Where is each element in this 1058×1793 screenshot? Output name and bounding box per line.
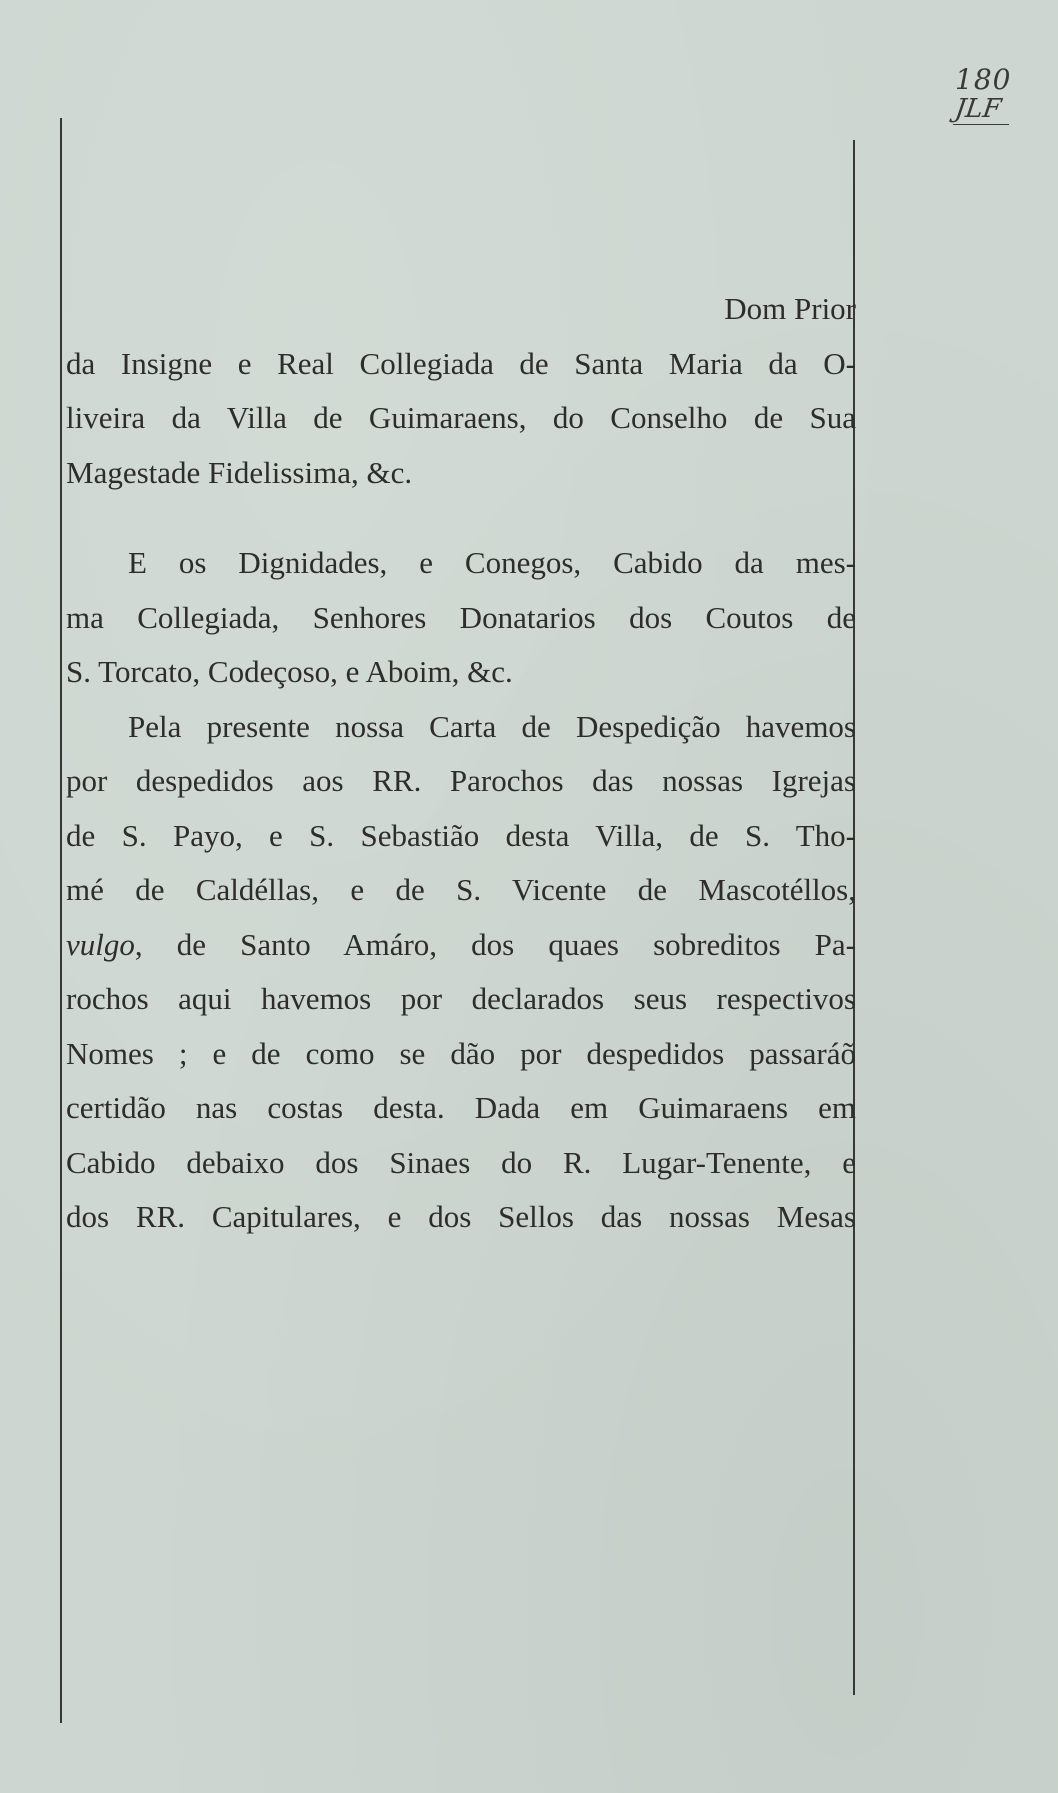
folio-number: 180 [955, 63, 1012, 96]
paragraph-3-line-7: Nomes ; e de como se dão por despedidos passaráõ [66, 1035, 856, 1071]
paragraph-2-line-1: E os Dignidades, e Conegos, Cabido da mes- [128, 545, 856, 580]
folio-initials: JLF [953, 96, 1014, 125]
paragraph-3-line-2: por despedidos aos RR. Parochos das nossas Igrejas [66, 763, 856, 798]
paragraph-3-line-3: de S. Payo, e S. Sebastião desta Villa, de S. Tho- [66, 817, 856, 853]
paragraph-2-line-2: ma Collegiada, Senhores Donatarios dos Coutos de [66, 599, 856, 635]
paragraph-3-line-8: certidão nas costas desta. Dada em Guimaraens em [66, 1090, 856, 1125]
left-margin-rule [60, 118, 62, 1723]
paragraph-gap [66, 500, 856, 536]
paragraph-3-line-10: dos RR. Capitulares, e dos Sellos das nossas Mesas [66, 1199, 856, 1234]
document-body [66, 282, 856, 1245]
folio-annotation [953, 63, 1012, 125]
paragraph-3-line-5 [66, 918, 856, 973]
paragraph-3-line-1: Pela presente nossa Carta de Despedição havemos [128, 708, 856, 744]
paragraph-1-line-1: da Insigne e Real Collegiada de Santa Maria da O- [66, 345, 856, 381]
paragraph-3-line-9: Cabido debaixo dos Sinaes do R. Lugar-Tenente, e [66, 1144, 856, 1180]
paragraph-1-line-2: liveira da Villa de Guimaraens, do Conselho de Sua [66, 400, 856, 435]
vulgo-line-rest: , de Santo Amáro, dos quaes sobreditos Pa- [134, 926, 856, 962]
paragraph-3-line-4: mé de Caldéllas, e de S. Vicente de Mascotéllos, [66, 872, 856, 907]
heading-title-line: Dom Prior [724, 291, 856, 326]
paragraph-2-line-3: S. Torcato, Codeçoso, e Aboim, &c. [66, 654, 513, 689]
vulgo-word: vulgo [66, 926, 135, 962]
paragraph-1-line-3: Magestade Fidelissima, &c. [66, 454, 413, 490]
paragraph-3-line-6: rochos aqui havemos por declarados seus respectivos [66, 981, 856, 1016]
